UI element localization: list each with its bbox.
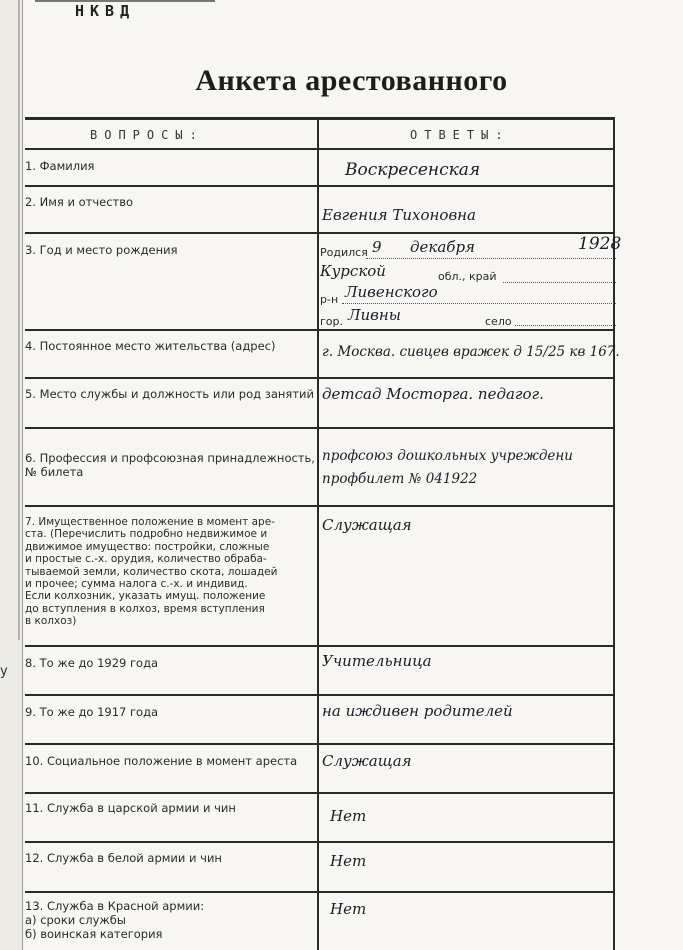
village-label: село [485, 315, 512, 328]
question-line: движимое имущество: постройки, сложные [25, 540, 270, 553]
question-name-patronymic: 2. Имя и отчество [25, 195, 134, 209]
city-label: гор. [320, 315, 343, 328]
rayon-label: р-н [320, 293, 339, 306]
question-line: Имущественное положение в момент аре- [38, 516, 275, 528]
question-text: То же до 1929 года [39, 656, 159, 670]
row-number: 5 [25, 387, 33, 401]
question-text: Место службы и должность или род занятий [39, 387, 314, 401]
question-line: до вступления в колхоз, время вступления [25, 602, 265, 615]
question-text: Год и место рождения [39, 243, 178, 257]
row-number: 1 [25, 159, 33, 173]
answer-surname: Воскресенская [345, 160, 481, 180]
oblast-label: обл., край [438, 270, 497, 283]
answer-occupation: детсад Мосторга. педагог. [322, 385, 544, 403]
row-number: 10 [25, 754, 40, 768]
birth-day: 9 [372, 238, 382, 256]
form-title: Анкета арестованного [195, 64, 508, 97]
answer-white-army: Нет [330, 852, 367, 870]
question-text: Фамилия [39, 159, 95, 173]
oblast-line [503, 282, 616, 284]
question-surname: 1. Фамилия [25, 159, 95, 173]
row-separator [25, 645, 615, 647]
row-separator [25, 505, 615, 507]
birth-rayon: Ливенского [345, 283, 438, 301]
row-number: 3 [25, 243, 33, 257]
question-text: Имя и отчество [39, 195, 134, 209]
row-separator [25, 377, 615, 379]
question-red-army: 13. Служба в Красной армии: а) сроки службы б) воинская категория [25, 899, 205, 941]
question-property: 7. Имущественное положение в момент аре- ста. (Перечислить подробно недвижимое и движимое имущество: постройки, сложные и простые с.-х. орудия, количество обраба- тываемой земли, количество скота, лошадей и прочее; сумма налога с.-х. и индивид. Если колхозник, указать имущ. положение до вступления в колхоз, время вступления в колхоз) [25, 516, 278, 627]
birth-oblast: Курской [320, 262, 386, 280]
answer-tsarist-army: Нет [330, 807, 367, 825]
born-label: Родился [320, 246, 368, 259]
row-number: 6 [25, 451, 33, 465]
row-separator [25, 841, 615, 843]
answer-profession-line: профсоюз дошкольных учреждени [322, 448, 573, 464]
birth-city: Ливны [348, 306, 402, 324]
column-divider [317, 118, 319, 950]
row-number: 8 [25, 656, 33, 670]
birth-month: декабря [410, 238, 475, 256]
table-top-rule [25, 117, 615, 120]
rayon-line [342, 303, 616, 305]
question-line: Профессия и профсоюзная принадлежность, [39, 451, 315, 465]
row-number: 13 [25, 899, 40, 913]
row-number: 11 [25, 801, 40, 815]
answer-before-1917: на иждивен родителей [322, 702, 513, 720]
birth-year: 1928 [578, 234, 622, 254]
row-separator [25, 232, 615, 234]
question-line: № билета [25, 464, 84, 479]
answer-residence: г. Москва. сивцев вражек д 15/25 кв 167. [322, 344, 620, 360]
birth-date-line [366, 258, 616, 260]
row-number: 7 [25, 516, 32, 528]
question-line: Если колхозник, указать имущ. положение [25, 590, 266, 603]
answers-column-header: ОТВЕТЫ: [410, 128, 510, 142]
row-separator [25, 185, 615, 187]
question-white-army: 12. Служба в белой армии и чин [25, 851, 222, 865]
row-number: 12 [25, 851, 40, 865]
answer-name-patronymic: Евгения Тихоновна [322, 206, 476, 224]
question-line: б) воинская категория [25, 926, 163, 941]
question-birth: 3. Год и место рождения [25, 243, 178, 257]
answer-profession-line: профбилет № 041922 [322, 471, 478, 487]
question-line: а) сроки службы [25, 912, 126, 927]
row-separator [25, 694, 615, 696]
question-text: То же до 1917 года [39, 705, 159, 719]
question-line: в колхоз) [25, 615, 77, 627]
question-text: Социальное положение в момент ареста [46, 754, 298, 768]
row-separator [25, 427, 615, 429]
answer-red-army: Нет [330, 900, 367, 918]
answer-property: Служащая [322, 516, 412, 534]
question-text: Постоянное место жительства (адрес) [39, 339, 276, 353]
row-separator [25, 792, 615, 794]
question-line: тываемой земли, количество скота, лошадей [25, 565, 278, 578]
row-separator [25, 891, 615, 893]
question-before-1929: 8. То же до 1929 года [25, 656, 159, 670]
row-number: 4 [25, 339, 33, 353]
question-line: Служба в Красной армии: [46, 899, 205, 913]
questions-column-header: ВОПРОСЫ: [90, 128, 204, 142]
village-line [515, 325, 616, 327]
row-number: 2 [25, 195, 33, 209]
row-separator [25, 743, 615, 745]
org-header: НКВД [75, 2, 136, 20]
question-before-1917: 9. То же до 1917 года [25, 705, 159, 719]
question-text: Служба в белой армии и чин [46, 851, 222, 865]
answer-social-status: Служащая [322, 752, 412, 770]
question-occupation: 5. Место службы и должность или род занятий [25, 387, 314, 401]
answer-before-1929: Учительница [322, 652, 432, 670]
question-text: Служба в царской армии и чин [46, 801, 236, 815]
question-line: ста. (Перечислить подробно недвижимое и [25, 528, 268, 541]
row-separator [25, 329, 615, 331]
question-social-status: 10. Социальное положение в момент ареста [25, 754, 298, 768]
question-profession: 6. Профессия и профсоюзная принадлежность, № билета [25, 451, 315, 479]
question-tsarist-army: 11. Служба в царской армии и чин [25, 801, 236, 815]
question-line: и простые с.-х. орудия, количество обраба- [25, 553, 267, 566]
row-number: 9 [25, 705, 33, 719]
margin-mark: у [0, 664, 8, 679]
question-line: и прочее; сумма налога с.-х. и индивид. [25, 577, 248, 590]
question-residence: 4. Постоянное место жительства (адрес) [25, 339, 276, 353]
header-bottom-rule [25, 148, 615, 150]
